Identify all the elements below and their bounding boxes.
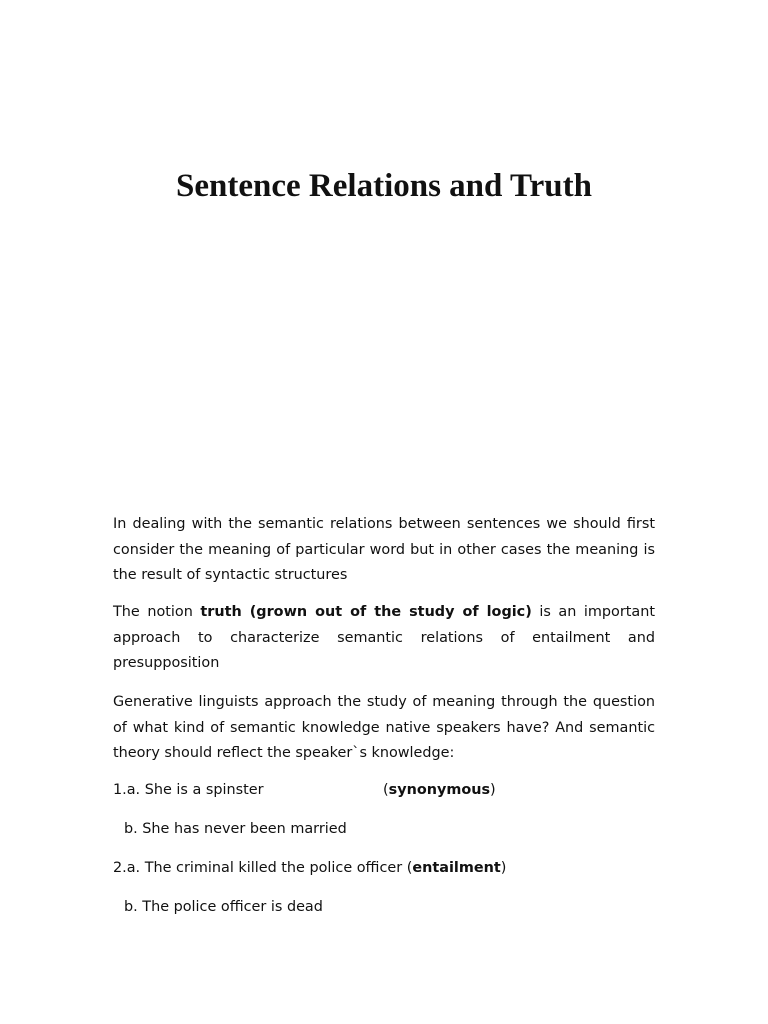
paragraph-generative: Generative linguists approach the study of meaning through the question of what kind of semantic knowledge native speakers have? And semantic theory should reflect the speaker`s knowledge:: [113, 694, 655, 761]
example-2a-tag-label: entailment: [412, 860, 501, 876]
example-1a-sentence: 1.a. She is a spinster: [113, 782, 264, 798]
paragraph-truth-before: The notion: [113, 604, 201, 620]
example-2a-tag-open: (: [406, 860, 413, 876]
document-title: Sentence Relations and Truth: [176, 168, 592, 204]
example-2a-sentence: 2.a. The criminal killed the police officer: [113, 860, 407, 876]
example-1a-tag-label: synonymous: [388, 782, 491, 798]
paragraph-truth-notion: [113, 600, 655, 677]
paragraph-truth-after: is an important approach to characterize semantic relations of entailment and presupposition: [113, 604, 655, 671]
example-2b-sentence: b. The police officer is dead: [124, 899, 323, 915]
example-1a-tag-close: ): [490, 782, 496, 798]
example-1a-tag-open: (: [383, 782, 389, 798]
example-2a: [113, 856, 506, 881]
paragraph-truth-bold: truth (grown out of the study of logic): [200, 604, 532, 620]
paragraph-intro: In dealing with the semantic relations between sentences we should first consider the meaning of particular word but in other cases the meaning is the result of syntactic structures: [113, 516, 655, 583]
example-2a-tag-close: ): [500, 860, 507, 876]
example-1b-sentence: b. She has never been married: [124, 821, 347, 837]
example-1a-tag: [383, 778, 496, 803]
